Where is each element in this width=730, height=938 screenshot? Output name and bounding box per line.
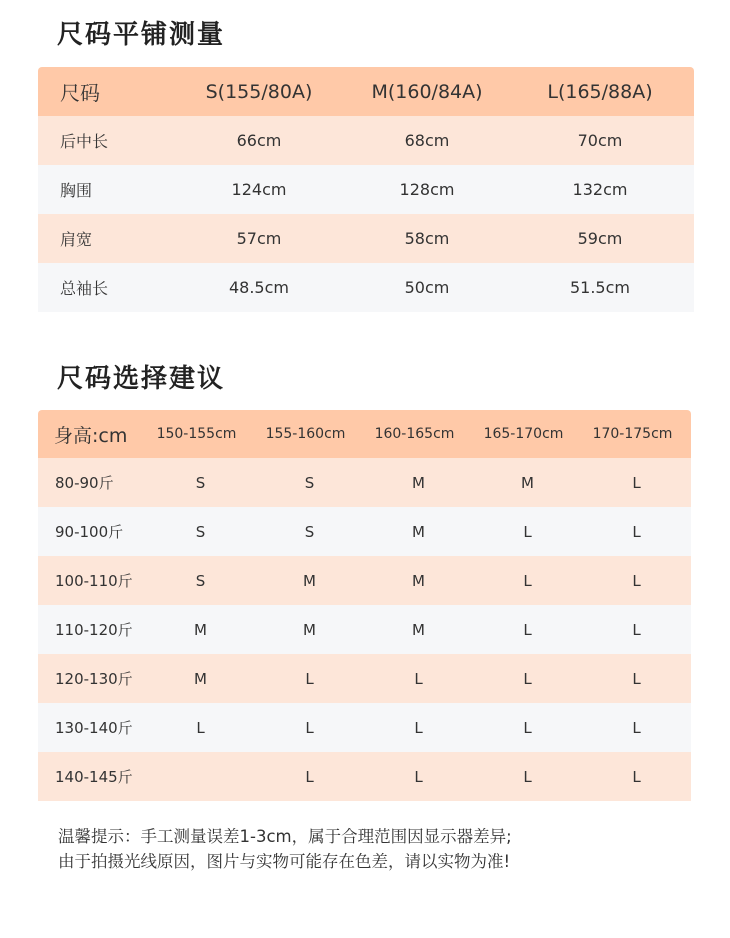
advice-table (38, 410, 691, 801)
header-cell-range: 155-160cm (265, 426, 346, 442)
advice-table-header (38, 410, 691, 458)
table-cell: 51.5cm (569, 278, 630, 297)
table-row (38, 703, 691, 752)
table-cell: L (632, 473, 641, 492)
table-cell: 70cm (577, 131, 623, 150)
row-label: 胸围 (60, 181, 93, 200)
header-cell-m: M(160/84A) (371, 80, 483, 103)
table-row (38, 116, 694, 165)
table-cell: L (305, 669, 314, 688)
row-label: 110-120斤 (55, 621, 133, 639)
header-cell-l: L(165/88A) (547, 80, 653, 103)
table-cell: 50cm (404, 278, 450, 297)
table-row (38, 654, 691, 703)
row-label: 140-145斤 (55, 768, 133, 786)
table-cell: L (632, 620, 641, 639)
table-row (38, 605, 691, 654)
table-cell: L (523, 522, 532, 541)
measure-table (38, 67, 694, 312)
table-cell: S (304, 473, 315, 492)
table-cell: L (523, 767, 532, 786)
table-cell: M (412, 620, 425, 639)
tip-note-line-1: 温馨提示：手工测量误差1-3cm，属于合理范围因显示器差异; (58, 827, 512, 846)
header-cell-range: 165-170cm (483, 426, 564, 442)
table-cell: S (195, 473, 206, 492)
table-row (38, 556, 691, 605)
table-cell: L (632, 571, 641, 590)
table-row (38, 458, 691, 507)
table-cell: L (632, 522, 641, 541)
table-cell: 59cm (577, 229, 623, 248)
row-label: 总袖长 (60, 279, 109, 298)
row-label: 后中长 (60, 132, 109, 151)
table-cell: M (521, 473, 534, 492)
header-cell-range: 170-175cm (592, 426, 673, 442)
table-cell: L (414, 718, 423, 737)
table-cell: L (632, 718, 641, 737)
table-cell: L (523, 718, 532, 737)
table-cell: L (523, 620, 532, 639)
table-cell: M (412, 522, 425, 541)
table-row (38, 263, 694, 312)
table-row (38, 165, 694, 214)
table-cell: S (195, 522, 206, 541)
table-cell: M (412, 473, 425, 492)
table-cell: M (194, 669, 207, 688)
row-label: 100-110斤 (55, 572, 133, 590)
measure-table-header (38, 67, 694, 116)
table-cell: M (303, 620, 316, 639)
table-cell: 48.5cm (228, 278, 289, 297)
row-label: 120-130斤 (55, 670, 133, 688)
table-cell: 68cm (404, 131, 450, 150)
table-cell: L (414, 767, 423, 786)
table-cell: L (632, 669, 641, 688)
tip-note-line-2: 由于拍摄光线原因，图片与实物可能存在色差，请以实物为准! (58, 852, 511, 871)
advice-section-title: 尺码选择建议 (57, 364, 226, 394)
header-cell-s: S(155/80A) (205, 80, 313, 103)
table-cell: L (305, 767, 314, 786)
table-cell: M (303, 571, 316, 590)
table-cell: 66cm (236, 131, 282, 150)
table-cell: L (196, 718, 205, 737)
table-cell: S (304, 522, 315, 541)
row-label: 肩宽 (60, 230, 93, 249)
row-label: 80-90斤 (55, 474, 114, 492)
table-cell: L (523, 571, 532, 590)
table-row (38, 214, 694, 263)
row-label: 90-100斤 (55, 523, 124, 541)
table-row (38, 507, 691, 556)
row-label: 130-140斤 (55, 719, 133, 737)
table-cell: 124cm (231, 180, 287, 199)
table-cell: 128cm (399, 180, 455, 199)
header-cell-size: 尺码 (60, 81, 100, 105)
table-cell: L (523, 669, 532, 688)
table-cell: L (632, 767, 641, 786)
header-cell-range: 160-165cm (374, 426, 455, 442)
table-cell: 132cm (572, 180, 628, 199)
measure-section-title: 尺码平铺测量 (57, 20, 226, 50)
table-cell: 57cm (236, 229, 282, 248)
header-cell-height: 身高:cm (54, 424, 128, 447)
table-cell: M (412, 571, 425, 590)
table-cell: S (195, 571, 206, 590)
table-cell: L (305, 718, 314, 737)
table-cell: 58cm (404, 229, 450, 248)
header-cell-range: 150-155cm (156, 426, 237, 442)
table-cell: L (414, 669, 423, 688)
table-row (38, 752, 691, 801)
table-cell: M (194, 620, 207, 639)
